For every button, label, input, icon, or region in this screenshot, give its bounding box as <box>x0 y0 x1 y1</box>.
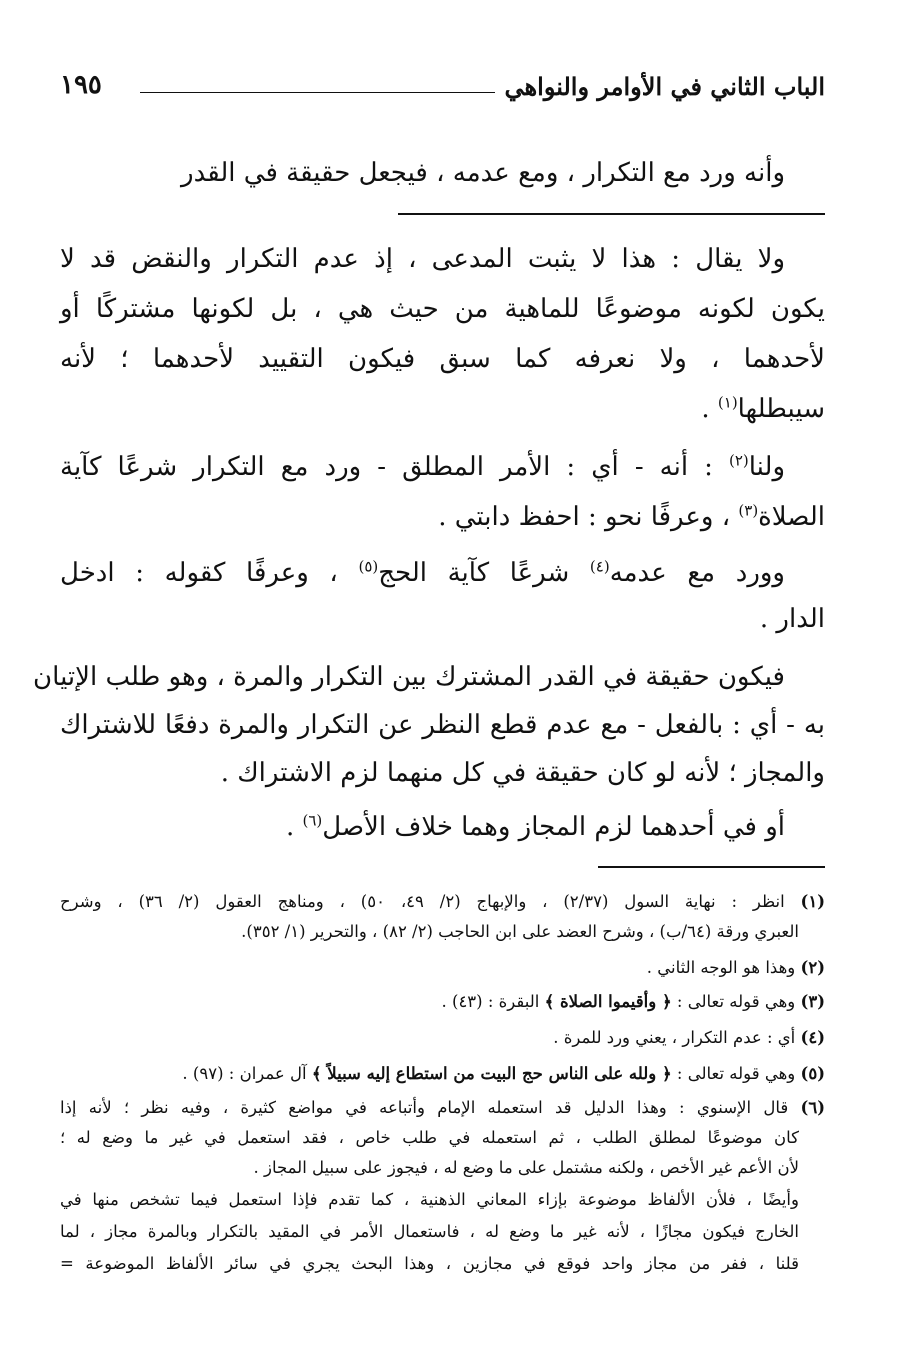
footnote-6-line: كان موضوعًا لمطلق الطلب ، ثم استعمله في طلب خاص ، فقد استعمل في غير ما وضع له ؛ <box>60 1128 799 1147</box>
paragraph-line <box>60 558 825 588</box>
quran-quote: ﴿ وأقيموا الصلاة ﴾ <box>544 992 672 1011</box>
header-rule <box>140 92 495 93</box>
footnote-text: قال الإسنوي : وهذا الدليل قد استعمله الإمام وأتباعه في مواضع كثيرة ، وفيه نظر ؛ لأنه إذا <box>60 1098 801 1117</box>
quran-quote: ﴿ ولله على الناس حج البيت من استطاع إليه سبيلاً ﴾ <box>311 1064 672 1083</box>
footnote-6-line: لأن الأعم غير الأخص ، ولكنه مشتمل على ما وضع له ، فيجوز على سبيل المجاز . <box>253 1158 799 1177</box>
paragraph-line <box>60 394 825 424</box>
footnote-6-line: وأيضًا ، فلأن الألفاظ موضوعة بإزاء المعاني الذهنية ، كما تقدم فإذا استعمل فيما تشخص منها في <box>60 1190 799 1209</box>
footnote-6-line: الخارج فيكون مجازًا ، لأنه غير ما وضع له ، فاستعمال الأمر في المقيد بالتكرار وبالمرة مجاز ، لما <box>60 1222 799 1241</box>
paragraph-line: الدار . <box>759 604 825 634</box>
paragraph-line <box>60 452 825 482</box>
footnote-ref: (٢) <box>728 451 749 470</box>
text-run: : أنه - أي : الأمر المطلق - ورد مع التكرار شرعًا كآية <box>60 452 729 482</box>
paragraph-line: ولا يقال : هذا لا يثبت المدعى ، إذ عدم التكرار والنقض قد لا <box>60 244 785 274</box>
footnote-number: (٢) <box>800 958 825 977</box>
continuation-line: وأنه ورد مع التكرار ، ومع عدمه ، فيجعل حقيقة في القدر <box>181 158 785 188</box>
text-run: ، وعرفًا نحو : احفظ دابتي . <box>438 502 739 532</box>
footnote-text: وهي قوله تعالى : <box>671 992 801 1011</box>
text-run: أو في أحدهما لزم المجاز وهما خلاف الأصل <box>322 812 785 842</box>
footnote-6-line: قلنا ، ففر من مجاز واحد فوقع في مجازين ، وهذا البحث يجري في سائر الألفاظ الموضوعة = <box>60 1254 799 1273</box>
text-run: . <box>285 812 303 842</box>
footnote-number: (٣) <box>800 992 825 1011</box>
footnote-5 <box>60 1064 825 1083</box>
chapter-title: الباب الثاني في الأوامر والنواهي <box>504 72 825 101</box>
footnote-separator <box>598 866 825 868</box>
running-header <box>60 68 825 108</box>
footnote-1 <box>60 892 825 911</box>
footnote-text: وهذا هو الوجه الثاني . <box>646 958 801 977</box>
footnote-ref: (٤) <box>589 557 610 576</box>
paragraph-line: به - أي : بالفعل - مع عدم قطع النظر عن التكرار والمرة دفعًا للاشتراك <box>60 710 825 740</box>
paragraph-line: يكون لكونه موضوعًا للماهية من حيث هي ، بل لكونها مشتركًا أو <box>60 294 825 324</box>
text-run: الصلاة <box>758 502 825 532</box>
paragraph-line <box>60 812 825 842</box>
footnote-text: وهي قوله تعالى : <box>671 1064 801 1083</box>
page-number: ١٩٥ <box>60 70 102 100</box>
section-divider <box>398 213 825 215</box>
footnote-6 <box>60 1098 825 1117</box>
text-run: سيبطلها <box>737 394 825 424</box>
footnote-ref: (٣) <box>738 501 759 520</box>
footnote-ref: (٥) <box>358 557 379 576</box>
footnote-number: (٥) <box>800 1064 825 1083</box>
paragraph-line: فيكون حقيقة في القدر المشترك بين التكرار والمرة ، وهو طلب الإتيان <box>33 662 785 692</box>
paragraph-line: والمجاز ؛ لأنه لو كان حقيقة في كل منهما لزم الاشتراك . <box>220 758 825 788</box>
text-run: . <box>701 394 718 424</box>
footnote-ref: (١) <box>717 393 738 412</box>
text-run: شرعًا كآية الحج <box>378 558 590 588</box>
text-run: وورد مع عدمه <box>609 558 785 588</box>
footnote-text: آل عمران : (٩٧) . <box>182 1064 312 1083</box>
footnote-text: أي : عدم التكرار ، يعني ورد للمرة . <box>553 1028 801 1047</box>
text-run: ولنا <box>748 452 785 482</box>
paragraph-line: لأحدهما ، ولا نعرفه كما سبق فيكون التقييد لأحدهما ؛ لأنه <box>60 344 825 374</box>
footnote-4 <box>60 1028 825 1047</box>
paragraph-line <box>60 502 825 532</box>
footnote-2 <box>60 958 825 977</box>
text-run: ، وعرفًا كقوله : ادخل <box>60 558 359 588</box>
footnote-number: (١) <box>800 892 826 911</box>
footnote-3 <box>60 992 825 1011</box>
footnote-text: البقرة : (٤٣) . <box>441 992 545 1011</box>
footnote-number: (٦) <box>800 1098 825 1117</box>
footnote-text: انظر : نهاية السول (٢/٣٧) ، والإبهاج (٢/ ٤٩، ٥٠) ، ومناهج العقول (٢/ ٣٦) ، وشرح <box>60 892 801 911</box>
footnote-ref: (٦) <box>302 811 323 830</box>
footnote-1-cont: العبري ورقة (٦٤/ب) ، وشرح العضد على ابن الحاجب (٢/ ٨٢) ، والتحرير (١/ ٣٥٢). <box>241 922 799 941</box>
footnote-number: (٤) <box>800 1028 825 1047</box>
